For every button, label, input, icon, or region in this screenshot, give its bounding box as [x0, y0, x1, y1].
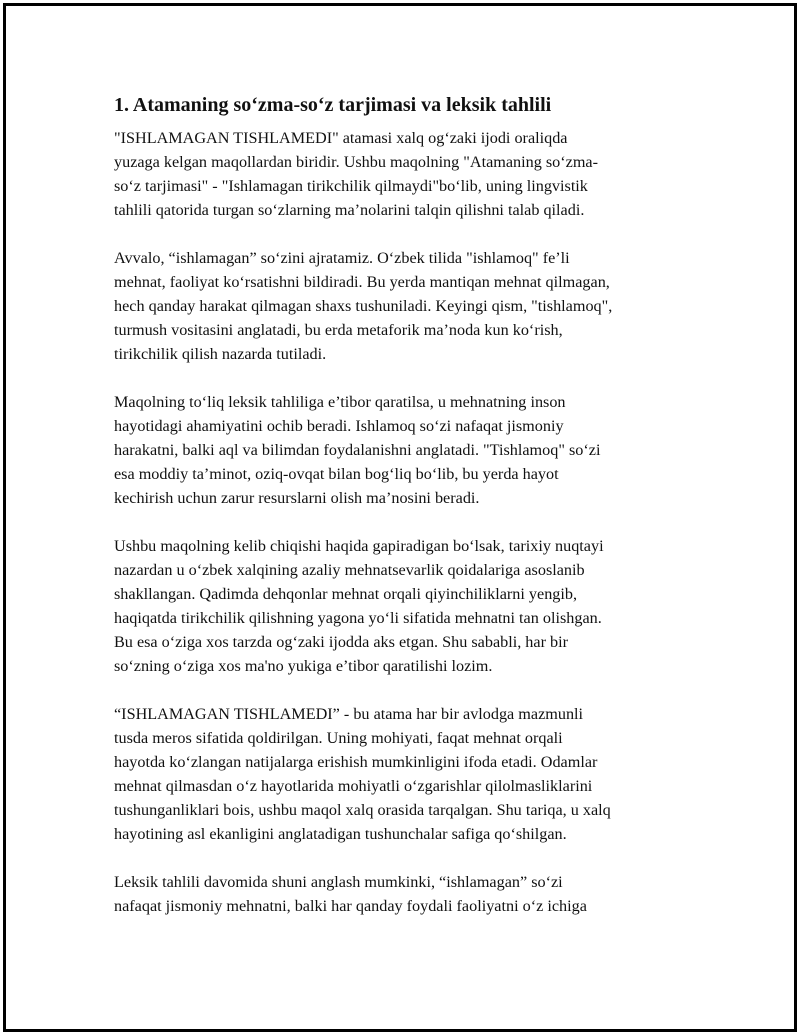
paragraph-lexical-analysis	[114, 390, 674, 510]
text-line: hayotda ko‘zlangan natijalarga erishish mumkinligini ifoda etadi. Odamlar	[114, 753, 598, 771]
text-line: hech qanday harakat qilmagan shaxs tushuniladi. Keyingi qism, "tishlamoq",	[114, 297, 613, 315]
text-line: Bu esa o‘ziga xos tarzda og‘zaki ijodda aks etgan. Shu sababli, har bir	[114, 633, 569, 651]
paragraph-ishlamagan	[114, 246, 674, 366]
text-line: Maqolning to‘liq leksik tahliliga e’tibor qaratilsa, u mehnatning inson	[114, 393, 566, 411]
text-line: Leksik tahlili davomida shuni anglash mumkinki, “ishlamagan” so‘zi	[114, 873, 563, 891]
section-heading: 1. Atamaning so‘zma-so‘z tarjimasi va leksik tahlili	[114, 94, 552, 116]
paragraph-intro	[114, 126, 674, 222]
text-line: “ISHLAMAGAN TISHLAMEDI” - bu atama har bir avlodga mazmunli	[114, 705, 584, 723]
text-line: kechirish uchun zarur resurslarni olish ma’nosini beradi.	[114, 489, 480, 507]
text-line: mehnat, faoliyat ko‘rsatishni bildiradi. Bu yerda mantiqan mehnat qilmagan,	[114, 273, 610, 291]
text-line: hayotidagi ahamiyatini ochib beradi. Ishlamoq so‘zi nafaqat jismoniy	[114, 417, 564, 435]
paragraph-origin	[114, 534, 674, 678]
text-line: tahlili qatorida turgan so‘zlarning ma’nolarini talqin qilishni talab qiladi.	[114, 201, 585, 219]
text-line: yuzaga kelgan maqollardan biridir. Ushbu maqolning "Atamaning so‘zma-	[114, 153, 599, 171]
text-line: so‘z tarjimasi" - "Ishlamagan tirikchilik qilmaydi"bo‘lib, uning lingvistik	[114, 177, 588, 195]
text-line: nazardan u o‘zbek xalqining azaliy mehnatsevarlik qoidalariga asoslanib	[114, 561, 585, 579]
text-line: "ISHLAMAGAN TISHLAMEDI" atamasi xalq og‘zaki ijodi oraliqda	[114, 129, 568, 147]
paragraph-conclusion	[114, 870, 674, 918]
text-line: tushunganliklari bois, ushbu maqol xalq orasida tarqalgan. Shu tariqa, u xalq	[114, 801, 611, 819]
text-line: Ushbu maqolning kelib chiqishi haqida gapiradigan bo‘lsak, tarixiy nuqtayi	[114, 537, 604, 555]
text-line: turmush vositasini anglatadi, bu erda metaforik ma’noda kun ko‘rish,	[114, 321, 563, 339]
paragraph-heritage	[114, 702, 674, 846]
text-line: tirikchilik qilish nazarda tutiladi.	[114, 345, 327, 363]
text-line: hayotining asl ekanligini anglatadigan tushunchalar safiga qo‘shilgan.	[114, 825, 567, 843]
text-line: haqiqatda tirikchilik qilishning yagona yo‘li sifatida mehnatni tan olishgan.	[114, 609, 602, 627]
text-line: esa moddiy ta’minot, oziq-ovqat bilan bog‘liq bo‘lib, bu yerda hayot	[114, 465, 559, 483]
text-line: so‘zning o‘ziga xos ma'no yukiga e’tibor qaratilishi lozim.	[114, 657, 493, 675]
text-line: Avvalo, “ishlamagan” so‘zini ajratamiz. O‘zbek tilida "ishlamoq" fe’li	[114, 249, 570, 267]
text-line: tusda meros sifatida qoldirilgan. Uning mohiyati, faqat mehnat orqali	[114, 729, 563, 747]
text-line: harakatni, balki aql va bilimdan foydalanishni anglatadi. "Tishlamoq" so‘zi	[114, 441, 601, 459]
text-line: nafaqat jismoniy mehnatni, balki har qanday foydali faoliyatni o‘z ichiga	[114, 897, 587, 915]
text-line: shakllangan. Qadimda dehqonlar mehnat orqali qiyinchiliklarni yengib,	[114, 585, 578, 603]
text-line: mehnat qilmasdan o‘z hayotlarida mohiyatli o‘zgarishlar qilolmasliklarini	[114, 777, 593, 795]
document-body	[114, 92, 674, 942]
